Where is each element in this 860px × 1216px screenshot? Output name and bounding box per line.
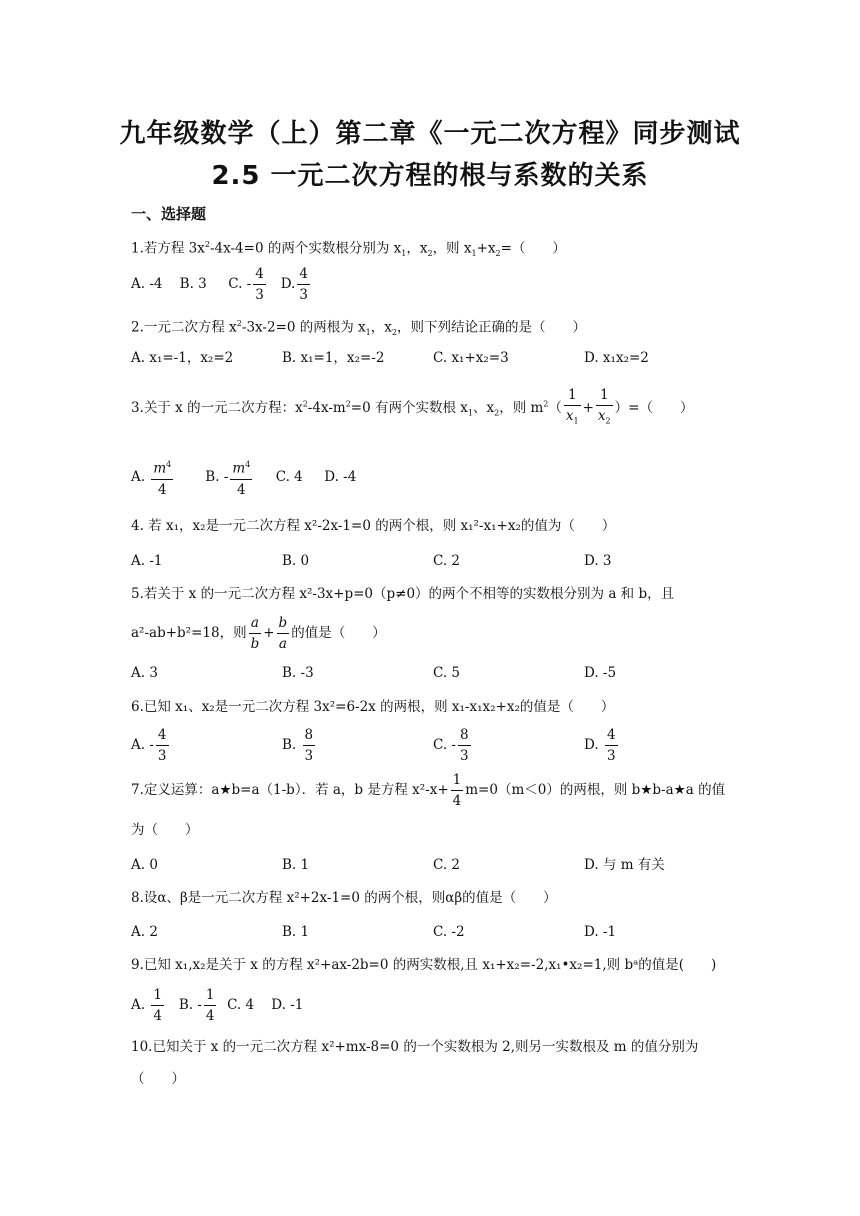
option-b[interactable]: B. - $\frac{1}{4}$ <box>178 987 215 1024</box>
q8-option-c[interactable]: C. -2 <box>433 924 465 940</box>
question-6: 6.已知 x₁、x₂是一元二次方程 3x²=6-2x 的两根，则 x₁-x₁x₂+x₂的值是（ ） <box>131 699 615 715</box>
question-2: 2.一元二次方程 $x^2-3x-2=0$ 的两根为 $x_1$，$x_2$，则下列结论正确的是（ ） <box>131 319 586 338</box>
question-4: 4. 若 x₁，x₂是一元二次方程 x²-2x-1=0 的两个根，则 x₁²-x₁+x₂的值为（ ） <box>131 518 616 534</box>
option-c[interactable]: C. - $\frac{4}{3}$ <box>228 266 264 303</box>
question-9: 9.已知 x₁,x₂是关于 x 的方程 x²+ax-2b=0 的两实数根,且 x₁+x₂=-2,x₁•x₂=1,则 bᵃ的值是( ) <box>131 957 717 973</box>
question-8: 8.设α、β是一元二次方程 x²+2x-1=0 的两个根，则αβ的值是（ ） <box>131 890 557 906</box>
option-c[interactable]: C. 4 <box>227 997 255 1013</box>
option-b[interactable]: B. - $\frac{m^4}{4}$ <box>205 469 254 485</box>
option-a[interactable]: A. -4 <box>131 276 163 292</box>
q2-option-a[interactable]: A. x₁=-1，x₂=2 <box>131 350 234 366</box>
question-7-line-2: 为（ ） <box>131 822 199 838</box>
q4-option-a[interactable]: A. -1 <box>131 553 163 569</box>
option-b[interactable]: B. 3 <box>179 276 207 292</box>
q8-option-d[interactable]: D. -1 <box>584 924 617 940</box>
q7-option-d[interactable]: D. 与 m 有关 <box>584 857 665 873</box>
q2-option-c[interactable]: C. x₁+x₂=3 <box>433 350 509 366</box>
q5-option-c[interactable]: C. 5 <box>433 665 461 681</box>
section-heading: 一、选择题 <box>131 205 207 223</box>
option-a[interactable]: A. $\frac{m^4}{4}$ <box>131 469 175 485</box>
option-a[interactable]: A. $\frac{1}{4}$ <box>131 987 162 1024</box>
q6-option-d[interactable]: D. $\frac{4}{3}$ <box>584 727 616 764</box>
question-7-line-1: 7.定义运算：a★b=a（1-b）．若 a，b 是方程 x²-x+ $\frac{1}{4}$ m=0（m＜0）的两根，则 b★b-a★a 的值 <box>131 772 726 809</box>
q2-option-d[interactable]: D. x₁x₂=2 <box>584 350 649 366</box>
q4-option-d[interactable]: D. 3 <box>584 553 612 569</box>
q5-option-d[interactable]: D. -5 <box>584 665 617 681</box>
q4-option-c[interactable]: C. 2 <box>433 553 461 569</box>
q7-option-b[interactable]: B. 1 <box>282 857 310 873</box>
q4-option-b[interactable]: B. 0 <box>282 553 310 569</box>
q8-option-b[interactable]: B. 1 <box>282 924 310 940</box>
question-5-line-2: a²-ab+b²=18，则 $\frac{a}{b}$ + $\frac{b}{a}$ 的值是（ ） <box>131 615 386 652</box>
document-subtitle: 2.5 一元二次方程的根与系数的关系 <box>211 161 649 191</box>
question-3-options <box>131 455 356 500</box>
q5-option-b[interactable]: B. -3 <box>282 665 314 681</box>
question-5-line-1: 5.若关于 x 的一元二次方程 x²-3x+p=0（p≠0）的两个不相等的实数根分别为 a 和 b，且 <box>131 586 675 602</box>
q7-option-c[interactable]: C. 2 <box>433 857 461 873</box>
question-3: 3.关于 x 的一元二次方程：$x^2-4x-m^2=0$ 有两个实数根 $x_1$、$x_2$，则 $m^2$（ $\frac{1}{x_1}$ + $\frac{1}{x_2}$ ）=（ ） <box>131 387 694 426</box>
q2-option-b[interactable]: B. x₁=1，x₂=-2 <box>282 350 385 366</box>
option-d[interactable]: D. -4 <box>324 468 357 485</box>
question-1-options <box>131 264 312 305</box>
question-1: 1.若方程 $3x^2-4x-4=0$ 的两个实数根分别为 $x_1$，$x_2$，则 $x_1+x_2=$（ ） <box>131 240 566 259</box>
option-d[interactable]: D. $\frac{4}{3}$ <box>280 266 308 303</box>
q6-option-a[interactable]: A. - $\frac{4}{3}$ <box>131 727 167 764</box>
q7-option-a[interactable]: A. 0 <box>131 857 158 873</box>
question-9-options <box>131 985 303 1026</box>
option-c[interactable]: C. 4 <box>275 468 303 485</box>
q8-option-a[interactable]: A. 2 <box>131 924 158 940</box>
question-10-line-2: （ ） <box>131 1071 185 1087</box>
question-10-line-1: 10.已知关于 x 的一元二次方程 x²+mx-8=0 的一个实数根为 2,则另一实数根及 m 的值分别为 <box>131 1039 699 1055</box>
document-title: 九年级数学（上）第二章《一元二次方程》同步测试 <box>119 119 741 149</box>
q6-option-b[interactable]: B. $\frac{8}{3}$ <box>282 727 314 764</box>
q6-option-c[interactable]: C. - $\frac{8}{3}$ <box>433 727 469 764</box>
option-d[interactable]: D. -1 <box>271 997 304 1013</box>
q5-option-a[interactable]: A. 3 <box>131 665 158 681</box>
